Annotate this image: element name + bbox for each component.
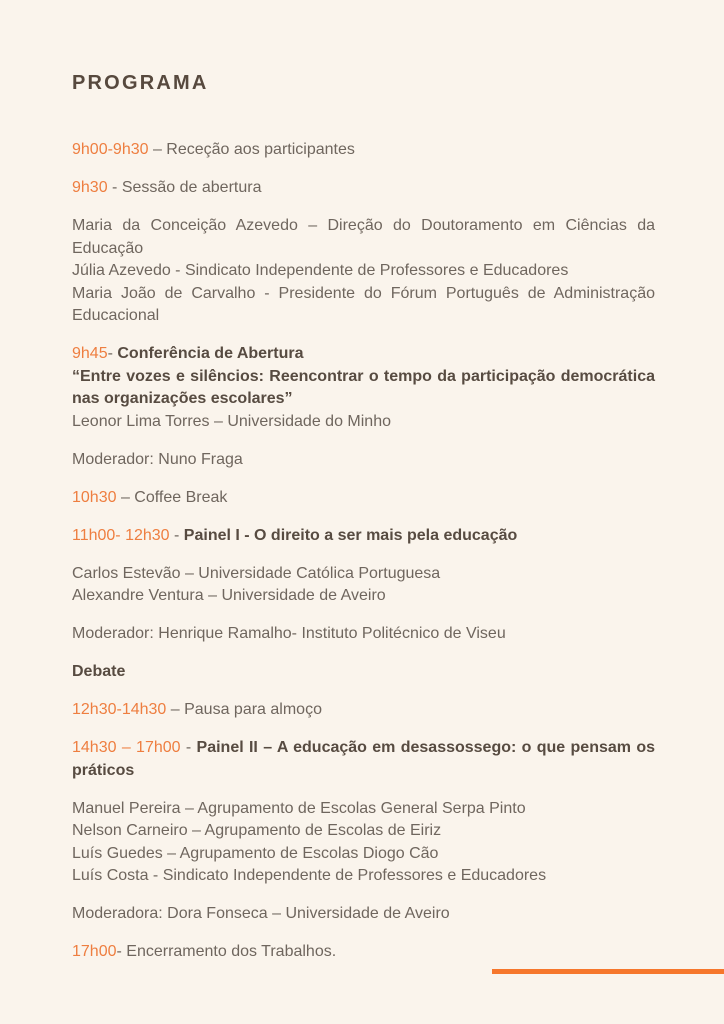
text-segment: - [169,526,184,544]
time-label: 14h30 – 17h00 [72,739,181,756]
schedule-entry [72,215,655,328]
emphasis-text: nas organizações escolares” [72,390,293,407]
time-label: 9h30 [72,179,108,196]
text-segment: - [107,345,118,362]
text-segment: Nelson Carneiro – Agrupamento de Escolas de Eiriz [72,822,442,839]
schedule-entry [72,487,655,510]
text-segment: Moderadora: Dora Fonseca – Universidade de Aveiro [72,905,450,922]
schedule-line [72,366,655,389]
schedule-entry [72,798,655,888]
schedule-line [72,305,655,328]
schedule-entry [72,623,655,646]
emphasis-text: “Entre vozes e silêncios: Reencontrar o tempo da participação democrática [72,367,655,385]
text-segment: Júlia Azevedo - Sindicato Independente de Professores e Educadores [72,262,569,279]
emphasis-text: Conferência de Abertura [117,345,304,362]
footer-accent-rule [492,969,724,974]
schedule-entry [72,903,655,926]
schedule-entry [72,139,655,162]
text-segment: Manuel Pereira – Agrupamento de Escolas General Serpa Pinto [72,799,526,817]
schedule-line [72,411,655,434]
emphasis-text: Painel II – A educação em desassossego: o que pensam os [196,739,655,756]
schedule-line [72,139,655,162]
text-segment: Maria da Conceição Azevedo – Direção do Doutoramento em Ciências da [72,217,655,234]
schedule-entry [72,563,655,608]
emphasis-text: Debate [72,663,126,680]
schedule-line [72,283,655,306]
schedule-line [72,177,655,200]
text-segment: Alexandre Ventura – Universidade de Aveiro [72,587,386,604]
schedule-entry [72,525,655,548]
schedule-entry [72,737,655,782]
schedule-line [72,843,655,866]
schedule-entry [72,449,655,472]
time-label: 9h00-9h30 [72,141,149,158]
text-segment: - Sessão de abertura [107,179,262,196]
text-segment: - [180,739,197,756]
page-title: PROGRAMA [72,72,209,94]
emphasis-text: práticos [72,761,135,779]
time-label: 11h00- 12h30 [72,526,170,544]
schedule-line [72,238,655,261]
text-segment: Luís Costa - Sindicato Independente de Professores e Educadores [72,867,547,884]
text-segment: Moderador: Nuno Fraga [72,450,243,468]
emphasis-text: Painel I - O direito a ser mais pela educação [183,526,518,544]
text-segment: - Encerramento dos Trabalhos. [116,943,337,960]
schedule-line [72,388,655,411]
schedule-entry [72,177,655,200]
schedule-line [72,260,655,283]
time-label: 10h30 [72,488,117,506]
schedule-line [72,661,655,684]
text-segment: Educação [72,239,144,257]
time-label: 17h00 [72,943,117,960]
text-segment: Luís Guedes – Agrupamento de Escolas Diogo Cão [72,844,439,862]
schedule-line [72,343,655,366]
schedule-line [72,941,655,964]
schedule-entry [72,343,655,433]
schedule-line [72,699,655,722]
schedule [72,139,655,964]
text-segment: Maria João de Carvalho - Presidente do Fórum Português de Administração [72,284,655,302]
schedule-line [72,820,655,843]
text-segment: Educacional [72,307,160,324]
text-segment: – Coffee Break [116,488,228,506]
schedule-line [72,623,655,646]
schedule-line [72,798,655,821]
schedule-line [72,737,655,760]
schedule-line [72,215,655,238]
schedule-line [72,585,655,608]
text-segment: Carlos Estevão – Universidade Católica Portuguesa [72,564,441,582]
schedule-entry [72,661,655,684]
text-segment: Moderador: Henrique Ramalho- Instituto Politécnico de Viseu [72,625,506,642]
schedule-line [72,903,655,926]
schedule-line [72,525,655,548]
schedule-line [72,487,655,510]
text-segment: – Pausa para almoço [166,701,322,718]
schedule-entry [72,941,655,964]
schedule-line [72,760,655,783]
schedule-entry [72,699,655,722]
time-label: 9h45 [72,345,108,362]
schedule-line [72,865,655,888]
text-segment: Leonor Lima Torres – Universidade do Minho [72,412,391,430]
schedule-line [72,449,655,472]
text-segment: – Receção aos participantes [148,141,355,158]
time-label: 12h30-14h30 [72,701,167,718]
schedule-line [72,563,655,586]
